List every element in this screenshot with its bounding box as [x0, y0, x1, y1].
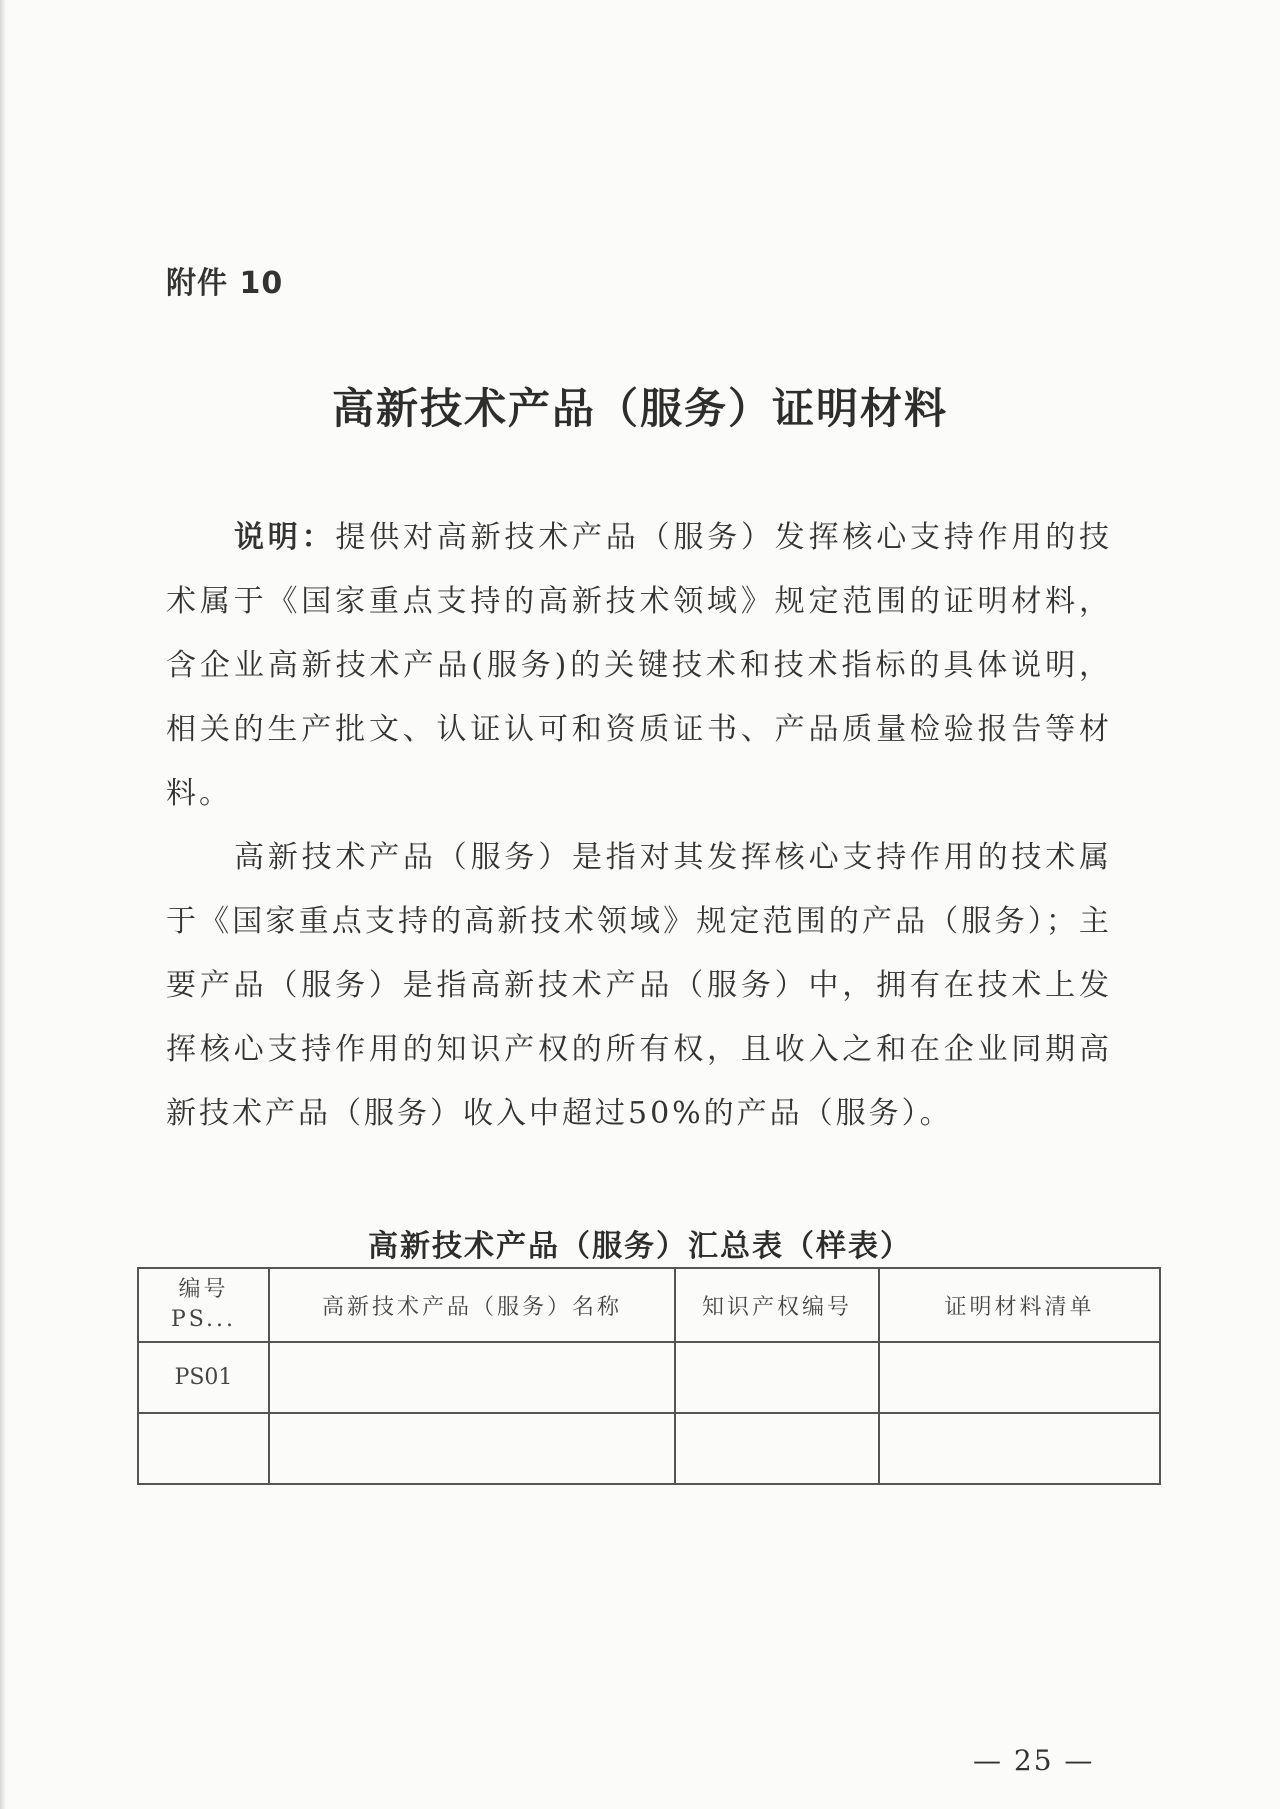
cell-product-name	[269, 1342, 675, 1413]
cell-ip-number	[675, 1342, 879, 1413]
header-number-line1: 编号	[178, 1277, 229, 1302]
table-row	[138, 1413, 1160, 1484]
scan-edge	[0, 0, 6, 1809]
body-text	[166, 506, 1112, 1146]
cell-materials-list	[879, 1413, 1160, 1484]
header-number	[138, 1268, 269, 1342]
document-title: 高新技术产品（服务）证明材料	[331, 384, 948, 433]
header-product-name: 高新技术产品（服务）名称	[269, 1268, 675, 1342]
explanation-paragraph	[166, 506, 1112, 826]
header-number-line2: PS...	[170, 1307, 237, 1332]
page-number: — 25 —	[973, 1744, 1095, 1777]
header-materials-list: 证明材料清单	[879, 1268, 1160, 1342]
attachment-label: 附件 10	[166, 266, 284, 301]
explanation-lead: 说明：	[234, 520, 336, 555]
cell-number	[138, 1413, 269, 1484]
cell-number: PS01	[138, 1342, 269, 1413]
header-ip-number: 知识产权编号	[675, 1268, 879, 1342]
table-row	[138, 1342, 1160, 1413]
definition-paragraph: 高新技术产品（服务）是指对其发挥核心支持作用的技术属于《国家重点支持的高新技术领域》规定范围的产品（服务）；主要产品（服务）是指高新技术产品（服务）中，拥有在技术上发挥核心支持作用的知识产权的所有权，且收入之和在企业同期高新技术产品（服务）收入中超过50%的产品（服务）。	[166, 840, 1112, 1131]
table-title: 高新技术产品（服务）汇总表（样表）	[368, 1229, 912, 1264]
table-header-row	[138, 1268, 1160, 1342]
summary-table	[137, 1267, 1161, 1485]
cell-product-name	[269, 1413, 675, 1484]
cell-materials-list	[879, 1342, 1160, 1413]
cell-ip-number	[675, 1413, 879, 1484]
explanation-text: 提供对高新技术产品（服务）发挥核心支持作用的技术属于《国家重点支持的高新技术领域》规定范围的证明材料，含企业高新技术产品(服务)的关键技术和技术指标的具体说明，相关的生产批文、认证认可和资质证书、产品质量检验报告等材料。	[166, 520, 1113, 811]
